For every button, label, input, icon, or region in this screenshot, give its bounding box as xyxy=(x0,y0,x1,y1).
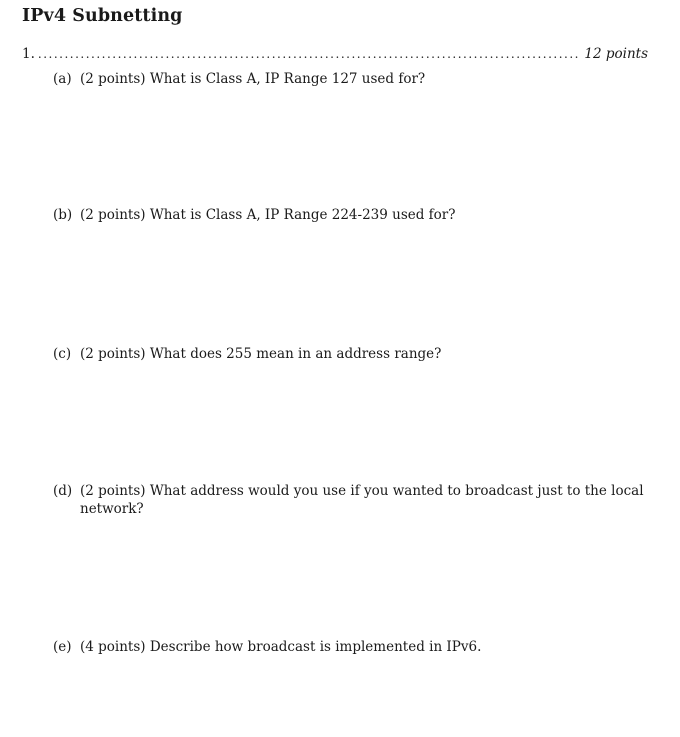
dot-leader xyxy=(38,48,582,60)
part-label: (e) xyxy=(53,639,72,655)
part-text: Describe how broadcast is implemented in IPv6. xyxy=(149,639,482,655)
question-part-e xyxy=(53,638,653,656)
part-label: (b) xyxy=(53,207,73,223)
part-points: (2 points) xyxy=(80,71,146,87)
part-text: What is Class A, IP Range 127 used for? xyxy=(149,71,426,87)
question-part-a xyxy=(53,70,653,88)
question-points: 12 points xyxy=(584,46,648,62)
question-part-c xyxy=(53,345,653,363)
question-part-b xyxy=(53,206,653,224)
part-text: What address would you use if you wanted to broadcast just to the local xyxy=(149,483,644,499)
part-label: (c) xyxy=(53,346,72,362)
part-points: (2 points) xyxy=(80,346,146,362)
part-label: (a) xyxy=(53,71,72,87)
question-number: 1. xyxy=(22,46,35,62)
question-part-d xyxy=(53,482,653,518)
part-text: What does 255 mean in an address range? xyxy=(149,346,442,362)
part-points: (2 points) xyxy=(80,207,146,223)
part-points: (4 points) xyxy=(80,639,146,655)
part-label: (d) xyxy=(53,483,73,499)
part-points: (2 points) xyxy=(80,483,146,499)
question-header xyxy=(22,46,648,62)
part-text: What is Class A, IP Range 224-239 used for? xyxy=(149,207,456,223)
section-title: IPv4 Subnetting xyxy=(22,6,183,26)
part-text-continued: network? xyxy=(80,501,144,517)
